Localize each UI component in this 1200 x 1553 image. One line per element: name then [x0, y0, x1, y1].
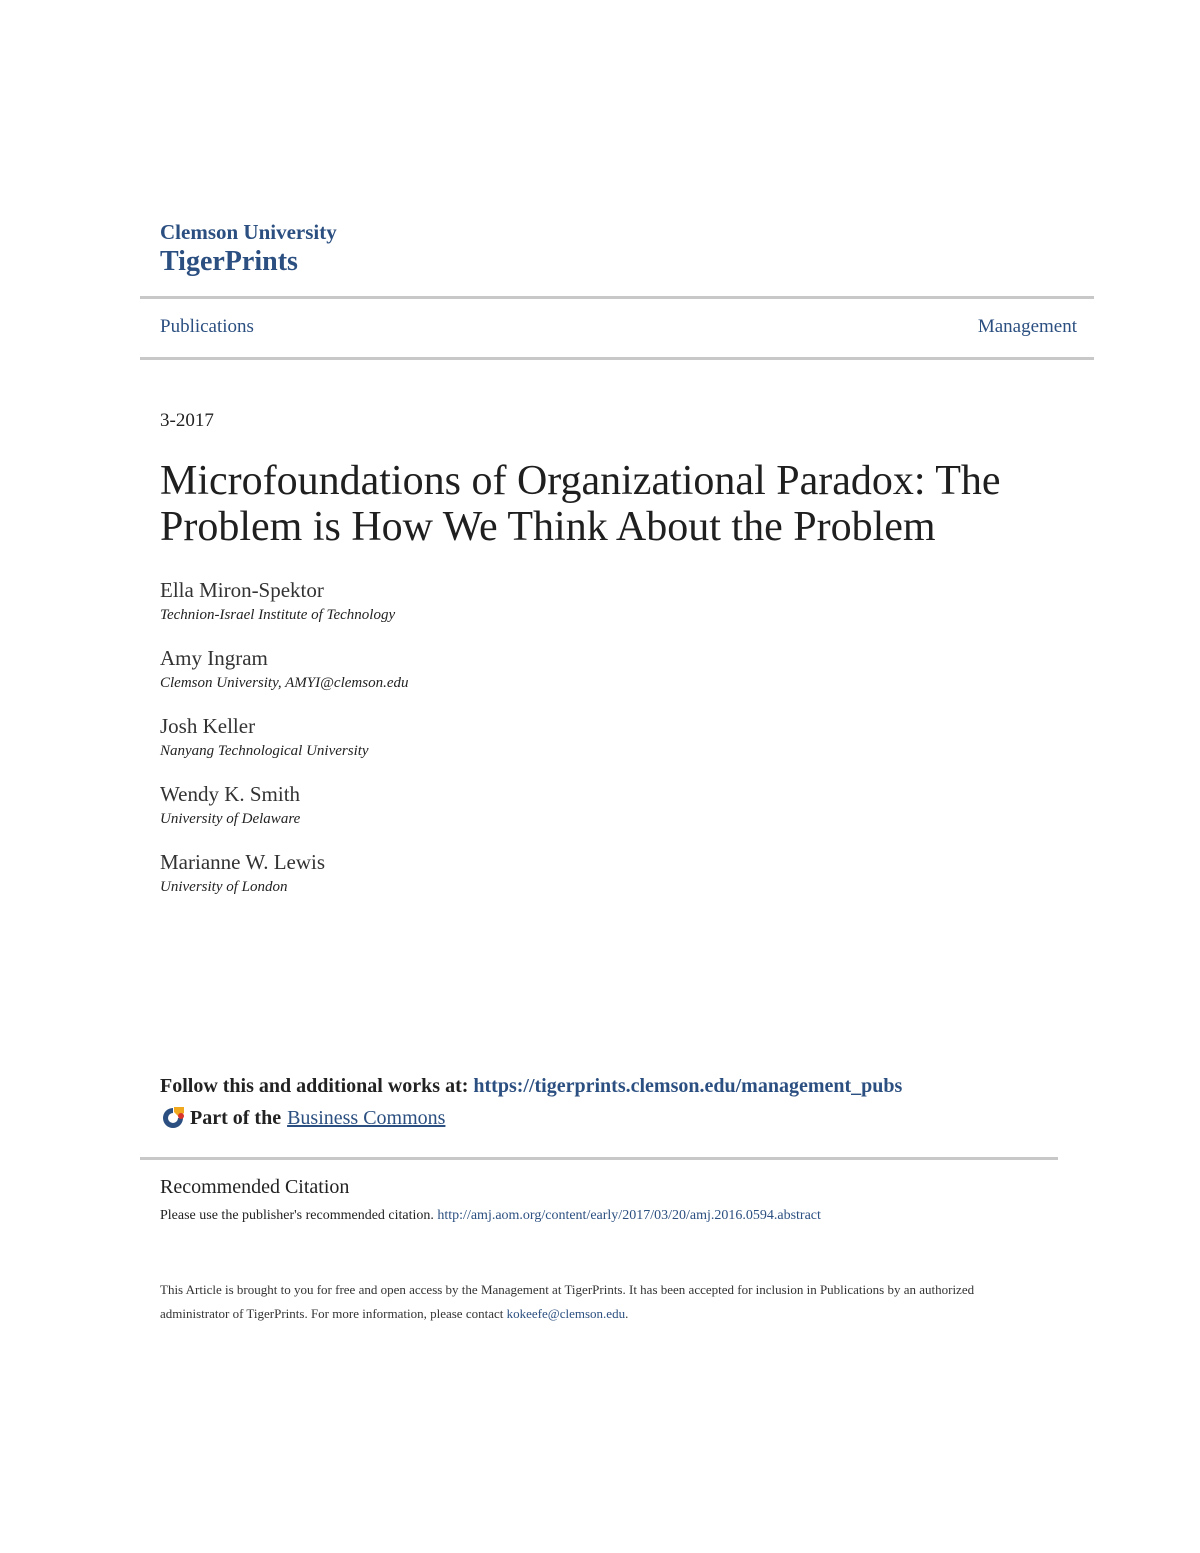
author-name: Ella Miron-Spektor [160, 578, 324, 602]
citation-rule [140, 1157, 1058, 1160]
author-entry [160, 780, 409, 830]
business-commons-link[interactable]: Business Commons [287, 1106, 446, 1129]
author-list [160, 576, 409, 916]
follow-label: Follow this and additional works at: [160, 1075, 469, 1097]
publication-date: 3-2017 [160, 410, 214, 431]
contact-email-link[interactable]: kokeefe@clemson.edu [506, 1306, 626, 1321]
author-affiliation: Nanyang Technological University [160, 743, 369, 759]
part-of-label: Part of the [190, 1106, 282, 1129]
top-rule [140, 296, 1094, 299]
author-name: Amy Ingram [160, 646, 268, 670]
publications-link[interactable]: Publications [160, 316, 254, 337]
author-entry [160, 848, 409, 898]
article-title: Microfoundations of Organizational Paradox: The Problem is How We Think About the Problem [160, 458, 1001, 550]
citation-heading: Recommended Citation [160, 1176, 350, 1198]
author-affiliation: Technion-Israel Institute of Technology [160, 607, 396, 623]
bepress-commons-icon [160, 1105, 186, 1131]
bottom-rule [140, 357, 1094, 360]
management-link[interactable]: Management [977, 316, 1077, 337]
institution-header [160, 220, 337, 279]
author-affiliation: University of Delaware [160, 811, 301, 827]
author-affiliation: University of London [160, 879, 288, 895]
notice-end: . [625, 1306, 629, 1321]
author-name: Marianne W. Lewis [160, 850, 326, 874]
author-name: Josh Keller [160, 714, 256, 738]
author-entry [160, 576, 409, 626]
repository-name[interactable]: TigerPrints [160, 246, 298, 278]
author-entry [160, 712, 409, 762]
citation-text [160, 1208, 821, 1224]
repository-url-link[interactable]: https://tigerprints.clemson.edu/management_pubs [473, 1075, 903, 1097]
author-affiliation: Clemson University, AMYI@clemson.edu [160, 675, 409, 691]
author-name: Wendy K. Smith [160, 782, 301, 806]
citation-label: Please use the publisher's recommended citation. [160, 1208, 434, 1223]
notice-text: This Article is brought to you for free and open access by the Management at TigerPrints. It has been accepted for inclusion in Publications by an authorized administrator of TigerPrints. For more information, please contact [160, 1282, 975, 1321]
follow-line [160, 1075, 902, 1098]
citation-url-link[interactable]: http://amj.aom.org/content/early/2017/03/20/amj.2016.0594.abstract [437, 1208, 821, 1223]
access-notice [160, 1278, 1020, 1326]
author-entry [160, 644, 409, 694]
institution-name[interactable]: Clemson University [160, 220, 337, 244]
part-of-line [160, 1105, 445, 1131]
